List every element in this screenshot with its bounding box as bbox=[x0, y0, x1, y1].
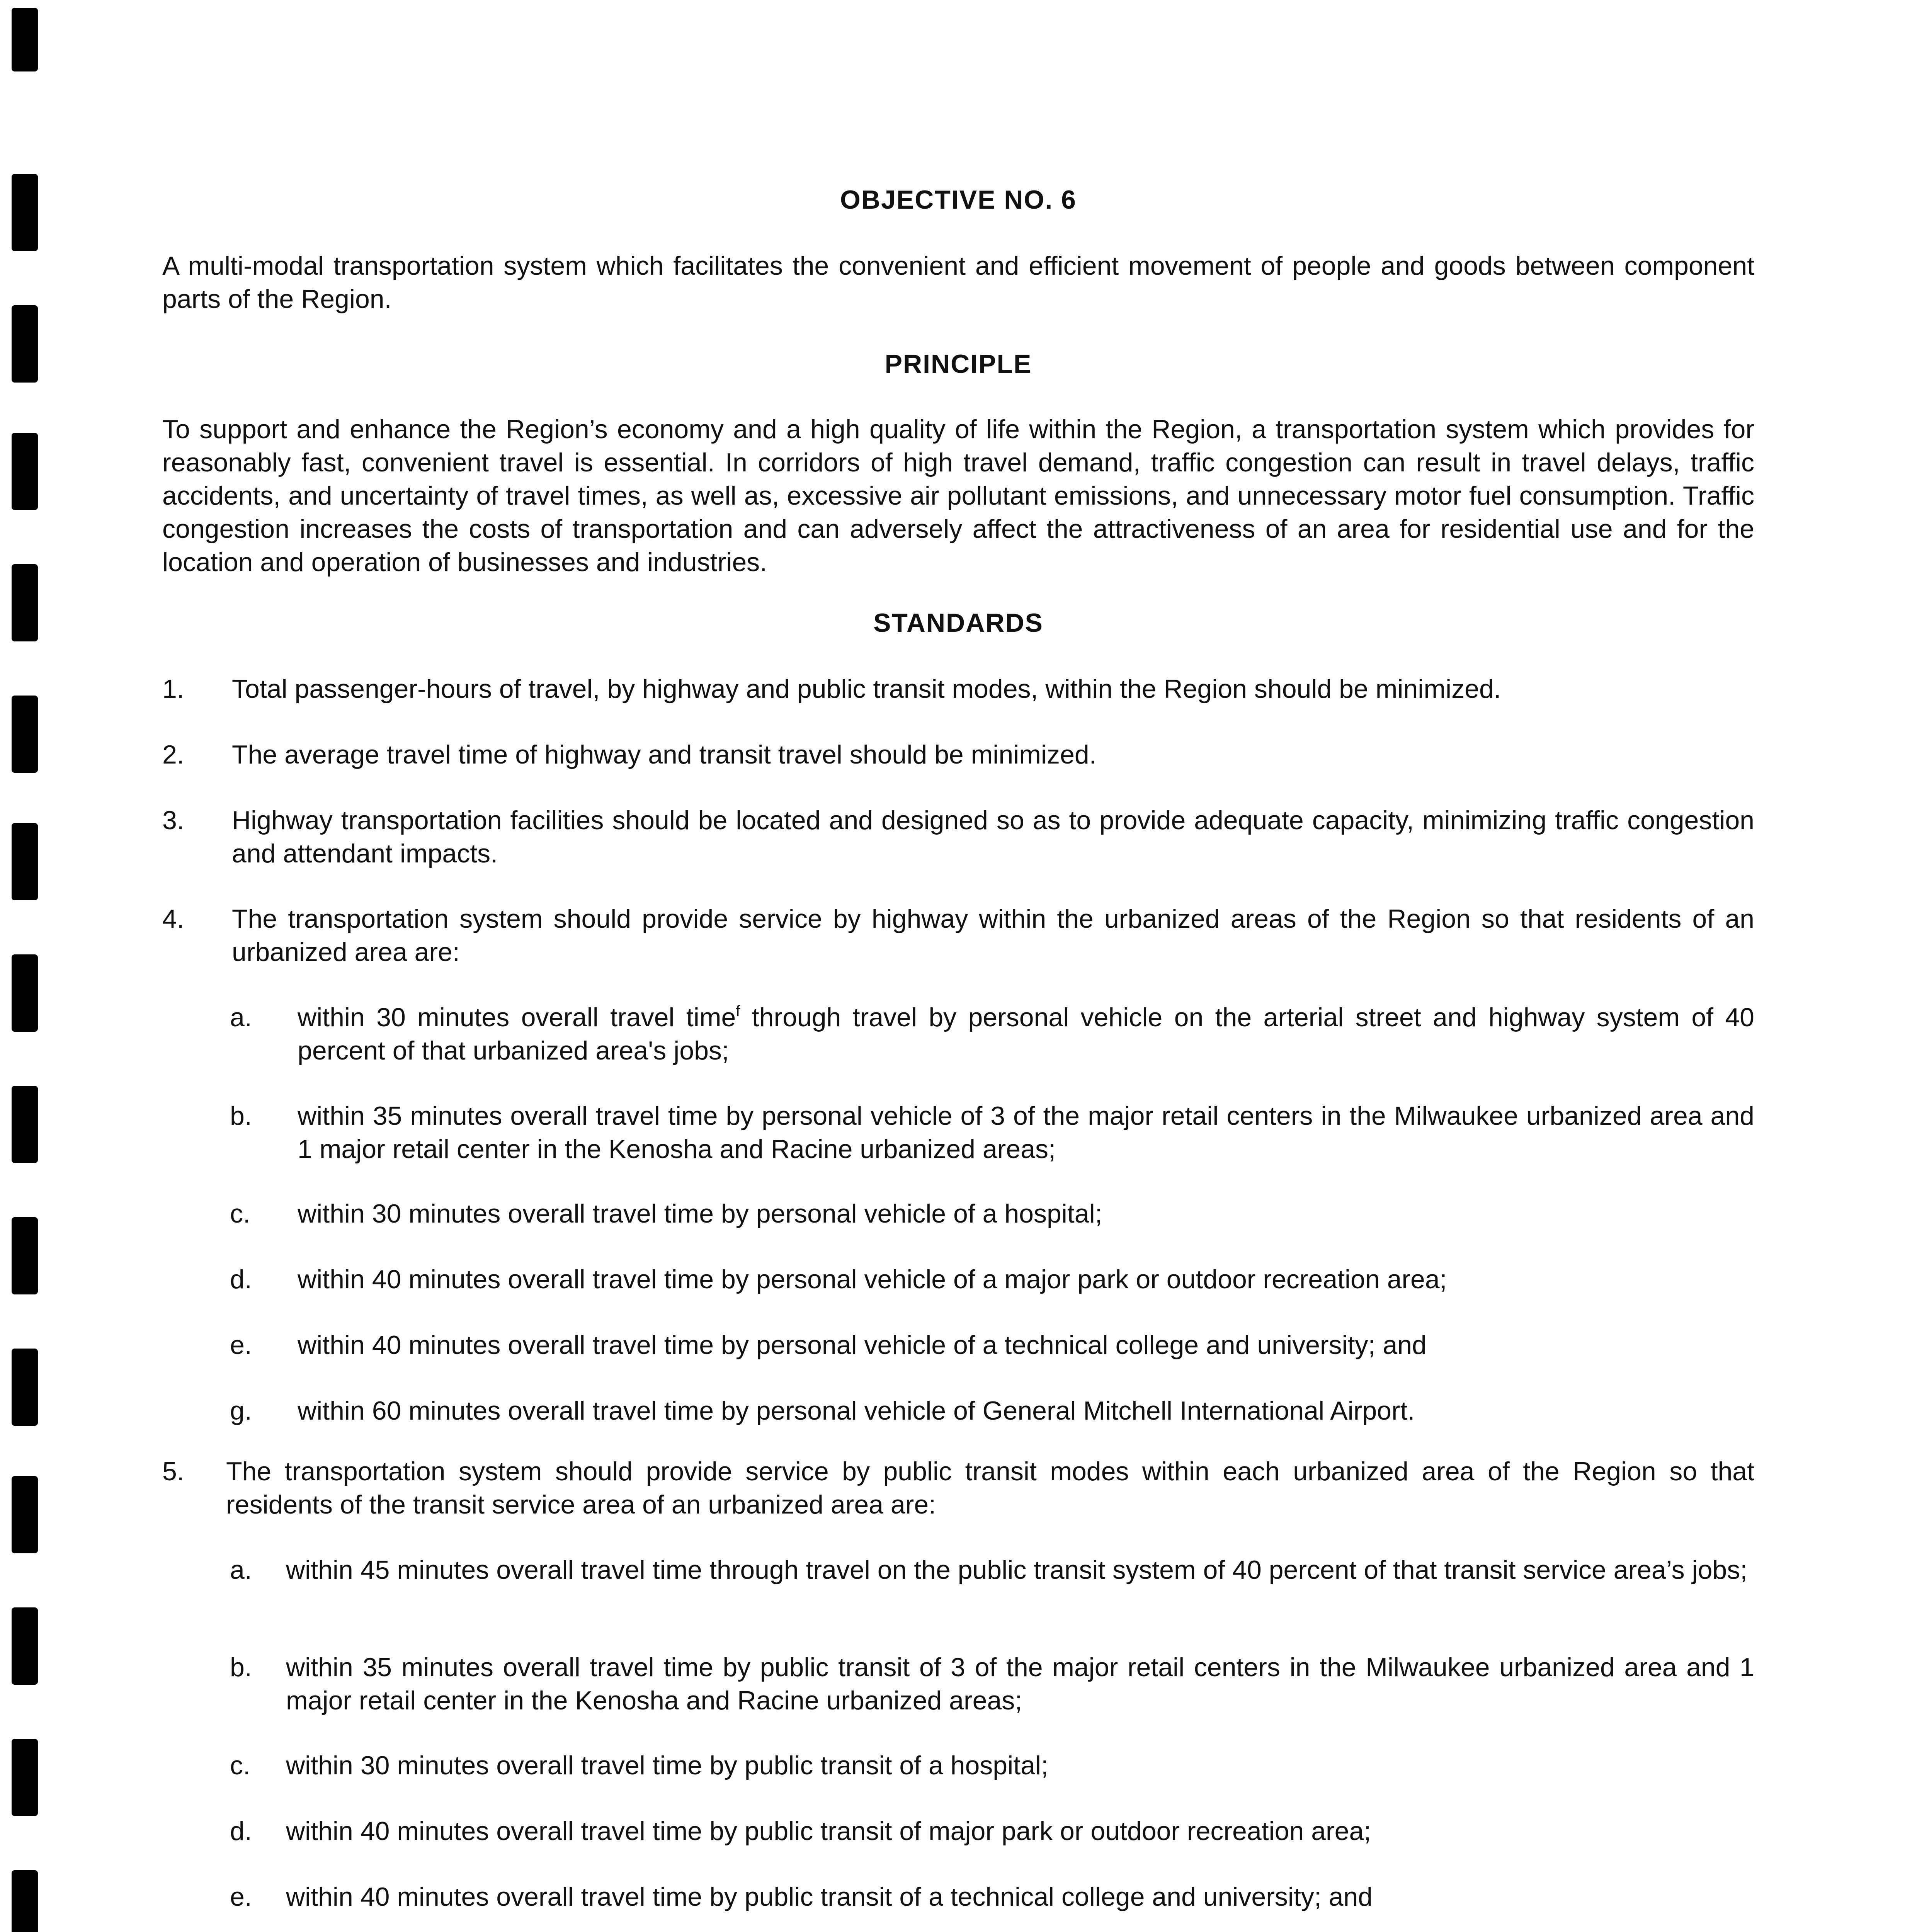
binder-mark bbox=[12, 1870, 38, 1932]
standard-text: The average travel time of highway and transit travel should be minimized. bbox=[232, 740, 1097, 769]
substandard-text-part: within 30 minutes overall travel time bbox=[298, 1003, 736, 1032]
substandard-text: within 40 minutes overall travel time by public transit of a technical college and university; and bbox=[286, 1882, 1373, 1912]
objective-heading: OBJECTIVE NO. 6 bbox=[840, 185, 1077, 214]
substandard-text: within 30 minutes overall travel time by public transit of a hospital; bbox=[286, 1751, 1048, 1780]
substandard-text: within 45 minutes overall travel time through travel on the public transit system of 40 percent of that transit service area’s jobs; bbox=[286, 1555, 1748, 1585]
substandard-letter: a. bbox=[230, 1003, 252, 1032]
principle-text: To support and enhance the Region’s economy and a high quality of life within the Region, a transportation system which provides for reasonably fast, convenient travel is essential. In corridors of high travel demand, traffic congestion can result in travel delays, traffic accidents, and uncertainty of travel times, as well as, excessive air pollutant emissions, and unnecessary motor fuel consumption. Traffic congestion increases the costs of transportation and can adversely affect the attractiveness of an area for residential use and for the location and operation of businesses and industries. bbox=[162, 415, 1754, 577]
principle-heading: PRINCIPLE bbox=[885, 349, 1032, 379]
substandard-text: within 35 minutes overall travel time by public transit of 3 of the major retail centers in the Milwaukee urbanized area and 1 major retail center in the Kenosha and Racine urbanized areas; bbox=[286, 1653, 1754, 1715]
substandard-letter: c. bbox=[230, 1199, 250, 1228]
standard-text: The transportation system should provide service by highway within the urbanized areas of the Region so that residents of an urbanized area are: bbox=[232, 904, 1754, 967]
binder-mark bbox=[12, 1349, 38, 1426]
substandard-letter: d. bbox=[230, 1265, 252, 1294]
substandard-text: within 30 minutes overall travel time by personal vehicle of a hospital; bbox=[298, 1199, 1102, 1228]
substandard-letter: b. bbox=[230, 1653, 252, 1682]
substandard-text: within 40 minutes overall travel time by personal vehicle of a technical college and university; and bbox=[298, 1330, 1427, 1360]
standards-heading: STANDARDS bbox=[873, 608, 1043, 638]
standard-number: 1. bbox=[162, 674, 184, 704]
substandard-text-part: through travel by personal vehicle on the arterial street and highway system of 40 percent of that urbanized area's jobs; bbox=[298, 1003, 1755, 1065]
standard-number: 4. bbox=[162, 904, 184, 934]
binder-mark bbox=[12, 696, 38, 773]
substandard-text: within 35 minutes overall travel time by personal vehicle of 3 of the major retail centers in the Milwaukee urbanized area and 1 major retail center in the Kenosha and Racine urbanized areas; bbox=[298, 1101, 1754, 1164]
binder-mark bbox=[12, 1086, 38, 1163]
substandard-letter: a. bbox=[230, 1555, 252, 1585]
binder-mark bbox=[12, 1607, 38, 1685]
binder-mark bbox=[12, 174, 38, 251]
substandard-letter: g. bbox=[230, 1396, 252, 1425]
objective-text: A multi-modal transportation system which facilitates the convenient and efficient movement of people and goods between component parts of the Region. bbox=[162, 251, 1754, 314]
substandard-letter: d. bbox=[230, 1816, 252, 1846]
binder-mark bbox=[12, 1739, 38, 1816]
standard-text: The transportation system should provide service by public transit modes within each urbanized area of the Region so that residents of the transit service area of an urbanized area are: bbox=[226, 1457, 1754, 1519]
binder-edge bbox=[12, 0, 39, 1932]
standard-text: Total passenger-hours of travel, by highway and public transit modes, within the Region should be minimized. bbox=[232, 674, 1501, 704]
binder-mark bbox=[12, 1476, 38, 1553]
binder-mark bbox=[12, 305, 38, 383]
standard-number: 3. bbox=[162, 806, 184, 835]
substandard-letter: e. bbox=[230, 1330, 252, 1360]
binder-mark bbox=[12, 954, 38, 1032]
binder-mark bbox=[12, 433, 38, 510]
standard-number: 5. bbox=[162, 1457, 184, 1486]
substandard-letter: c. bbox=[230, 1751, 250, 1780]
binder-mark bbox=[12, 564, 38, 641]
substandard-letter: e. bbox=[230, 1882, 252, 1912]
substandard-text: within 60 minutes overall travel time by personal vehicle of General Mitchell International Airport. bbox=[298, 1396, 1415, 1425]
substandard-letter: b. bbox=[230, 1101, 252, 1131]
binder-mark bbox=[12, 8, 38, 71]
binder-mark bbox=[12, 823, 38, 900]
footnote-reference: f bbox=[736, 1003, 740, 1020]
substandard-text bbox=[298, 1001, 1754, 1067]
standard-text: Highway transportation facilities should be located and designed so as to provide adequate capacity, minimizing traffic congestion and attendant impacts. bbox=[232, 806, 1754, 868]
substandard-text: within 40 minutes overall travel time by personal vehicle of a major park or outdoor recreation area; bbox=[298, 1265, 1447, 1294]
standard-number: 2. bbox=[162, 740, 184, 769]
binder-mark bbox=[12, 1217, 38, 1294]
substandard-text: within 40 minutes overall travel time by public transit of major park or outdoor recreation area; bbox=[286, 1816, 1371, 1846]
